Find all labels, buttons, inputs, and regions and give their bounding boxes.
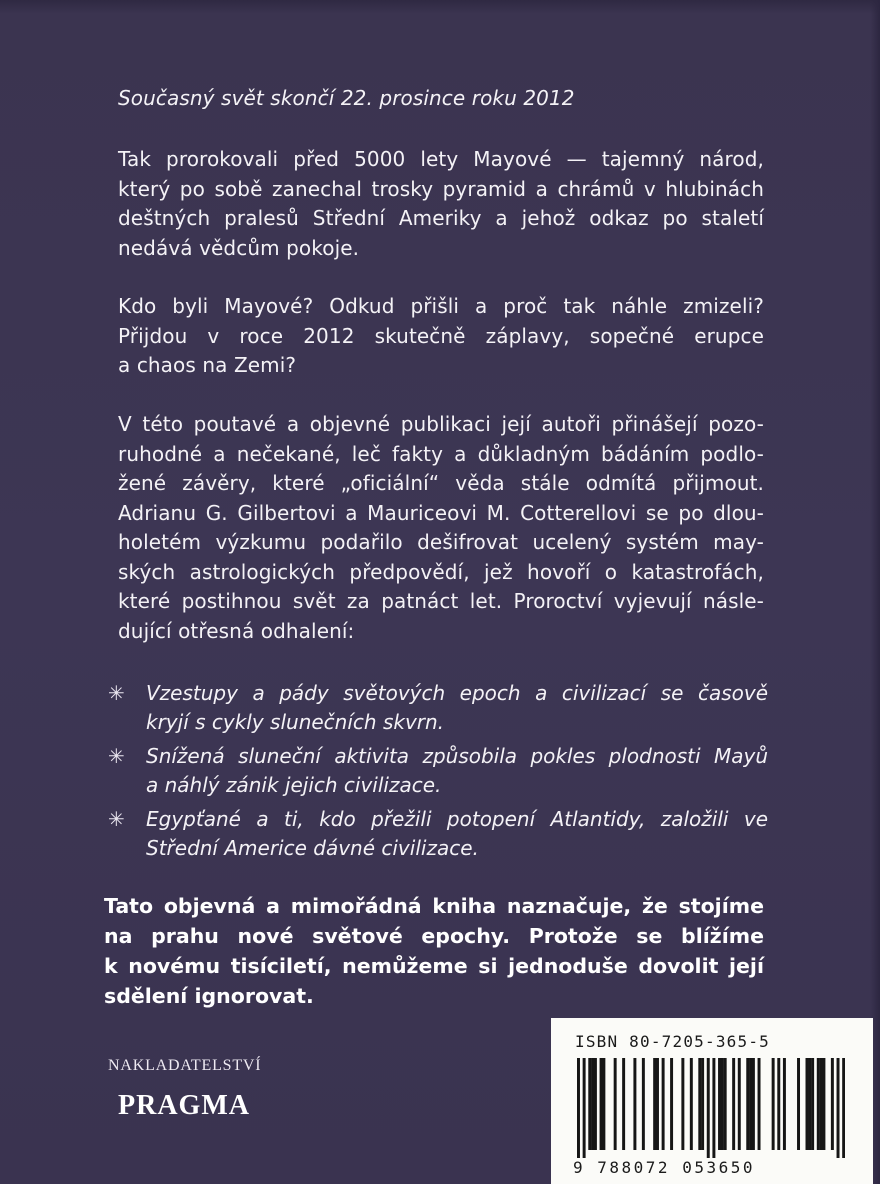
barcode-bar bbox=[707, 1058, 710, 1158]
revelations-list bbox=[108, 679, 768, 868]
barcode-bar bbox=[698, 1058, 701, 1150]
barcode-bar bbox=[772, 1058, 775, 1150]
list-item bbox=[108, 805, 768, 863]
barcode-icon bbox=[577, 1058, 845, 1158]
tagline: Současný svět skončí 22. prosince roku 2012 bbox=[118, 86, 575, 110]
barcode-bar bbox=[600, 1058, 603, 1150]
closing-line: Tato objevná a mimořádná kniha naznačuje, že stojíme bbox=[104, 894, 764, 918]
list-item bbox=[108, 679, 768, 737]
barcode-bar bbox=[712, 1058, 715, 1158]
barcode-bar bbox=[822, 1058, 825, 1150]
bullet-line: kryjí s cykly slunečních skvrn. bbox=[146, 710, 445, 734]
barcode-bar bbox=[614, 1058, 617, 1150]
barcode-bar bbox=[662, 1058, 665, 1150]
paragraph-intro bbox=[118, 145, 764, 263]
paragraph-description bbox=[118, 410, 764, 646]
bullet-line: Vzestupy a pády světových epoch a civilizací se časově bbox=[146, 681, 768, 705]
cover-right-edge bbox=[870, 0, 880, 1184]
paragraph-line: Přijdou v roce 2012 skutečně záplavy, sopečné erupce bbox=[118, 323, 764, 348]
paragraph-line: a chaos na Zemi? bbox=[118, 353, 297, 377]
barcode-bar bbox=[831, 1058, 834, 1150]
barcode-bar bbox=[732, 1058, 735, 1150]
paragraph-line: holetém výzkumu podařilo dešifrovat ucelený systém may- bbox=[118, 530, 764, 554]
barcode-bar bbox=[642, 1058, 645, 1150]
paragraph-questions bbox=[118, 292, 764, 381]
asterisk-icon: ✳ bbox=[108, 807, 125, 831]
barcode-bar bbox=[681, 1058, 684, 1150]
barcode-bar bbox=[656, 1058, 659, 1150]
paragraph-line: které postihnou svět za patnáct let. Proroctví vyjevují násle- bbox=[118, 589, 764, 613]
bullet-line: a náhlý zánik jejich civilizace. bbox=[146, 773, 442, 797]
closing-statement bbox=[104, 891, 764, 1011]
barcode-bar bbox=[749, 1058, 752, 1150]
cover-top-edge bbox=[0, 0, 880, 14]
barcode-box bbox=[551, 1018, 873, 1184]
barcode-bar bbox=[622, 1058, 625, 1150]
barcode-bar bbox=[591, 1058, 594, 1150]
barcode-bar bbox=[583, 1058, 586, 1158]
paragraph-line: který po sobě zanechal trosky pyramid a chrámů v hlubinách bbox=[118, 176, 764, 201]
publisher-label: NAKLADATELSTVÍ bbox=[108, 1057, 262, 1074]
publisher-name: PRAGMA bbox=[118, 1090, 250, 1121]
closing-line: na prahu nové světové epochy. Protože se blížíme bbox=[104, 924, 764, 948]
barcode-bar bbox=[670, 1058, 673, 1150]
barcode-bar bbox=[746, 1058, 749, 1150]
barcode-bar bbox=[633, 1058, 636, 1150]
paragraph-line: dující otřesná odhalení: bbox=[118, 618, 355, 643]
barcode-bar bbox=[594, 1058, 597, 1150]
paragraph-line: nedává vědcům pokoje. bbox=[118, 235, 360, 260]
barcode-bar bbox=[701, 1058, 704, 1150]
barcode-bar bbox=[808, 1058, 811, 1150]
paragraph-line: ských astrologických předpovědí, jež hovoří o katastrofách, bbox=[118, 559, 764, 584]
barcode-bar bbox=[783, 1058, 786, 1150]
barcode-bar bbox=[724, 1058, 727, 1150]
barcode-bar bbox=[758, 1058, 761, 1150]
barcode-bar bbox=[718, 1058, 721, 1150]
barcode-bar bbox=[602, 1058, 605, 1150]
barcode-bar bbox=[738, 1058, 741, 1150]
paragraph-line: deštných pralesů Střední Ameriky a jehož odkaz po staletí bbox=[118, 206, 764, 230]
barcode-bar bbox=[721, 1058, 724, 1150]
paragraph-line: Adrianu G. Gilbertovi a Mauriceovi M. Cotterellovi se po dlou- bbox=[118, 500, 764, 525]
paragraph-line: V této poutavé a objevné publikaci její autoři přinášejí pozo- bbox=[118, 412, 764, 436]
barcode-bar bbox=[820, 1058, 823, 1150]
bullet-line: Egypťané a ti, kdo přežili potopení Atlantidy, založili ve bbox=[146, 807, 768, 831]
paragraph-line: žené závěry, které „oficiální“ věda stále odmítá přijmout. bbox=[118, 471, 764, 495]
barcode-bar bbox=[817, 1058, 820, 1150]
barcode-bar bbox=[752, 1058, 755, 1150]
asterisk-icon: ✳ bbox=[108, 681, 125, 705]
barcode-bar bbox=[588, 1058, 591, 1150]
barcode-bar bbox=[837, 1058, 840, 1158]
barcode-bar bbox=[777, 1058, 780, 1150]
paragraph-line: Kdo byli Mayové? Odkud přišli a proč tak náhle zmizeli? bbox=[118, 294, 764, 318]
closing-line: sdělení ignorovat. bbox=[104, 984, 314, 1008]
paragraph-line: ruhodné a nečekané, leč fakty a důkladným bádáním podlo- bbox=[118, 441, 764, 466]
barcode-bar bbox=[811, 1058, 814, 1150]
closing-line: k novému tisíciletí, nemůžeme si jednoduše dovolit její bbox=[104, 954, 764, 978]
barcode-bar bbox=[806, 1058, 809, 1150]
isbn-text: ISBN 80-7205-365-5 bbox=[575, 1032, 770, 1051]
paragraph-line: Tak prorokovali před 5000 lety Mayové — tajemný národ, bbox=[118, 147, 764, 171]
bullet-line: Střední Americe dávné civilizace. bbox=[146, 836, 479, 860]
barcode-bar bbox=[653, 1058, 656, 1150]
bullet-line: Snížená sluneční aktivita způsobila pokles plodnosti Mayů bbox=[146, 744, 768, 768]
barcode-bar bbox=[690, 1058, 693, 1150]
barcode-bar bbox=[577, 1058, 580, 1158]
list-item bbox=[108, 742, 768, 800]
barcode-bar bbox=[797, 1058, 800, 1150]
barcode-bar bbox=[842, 1058, 845, 1158]
asterisk-icon: ✳ bbox=[108, 744, 125, 768]
ean-number: 9 788072 053650 bbox=[573, 1158, 755, 1177]
